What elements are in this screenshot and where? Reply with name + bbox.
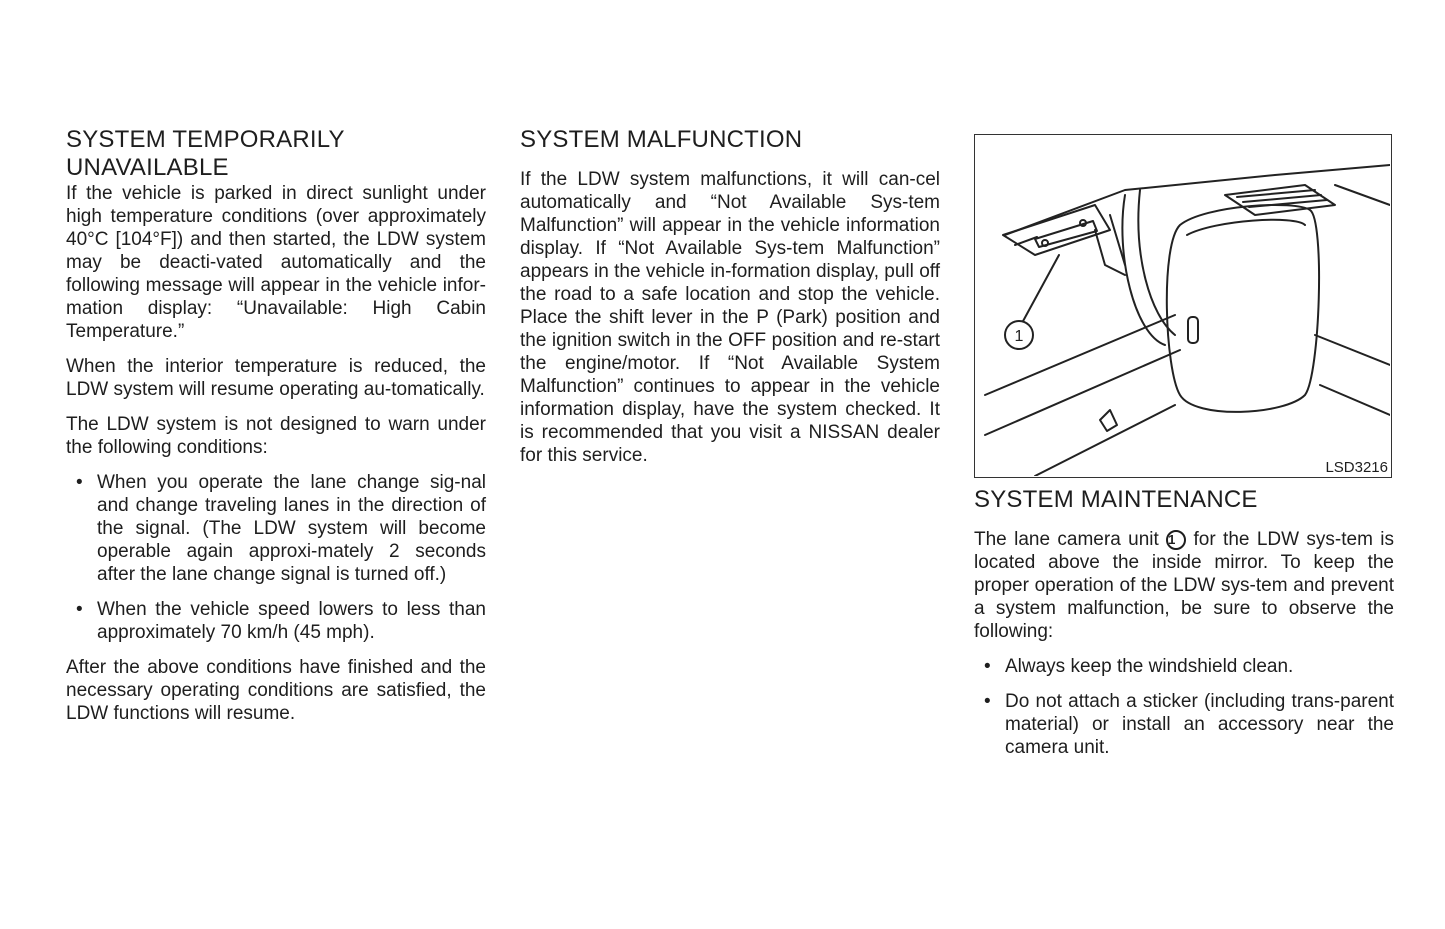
list-item: [66, 598, 486, 644]
column-left: [66, 126, 486, 725]
paragraph-camera-location: [974, 528, 1394, 643]
figure-code: LSD3216: [1325, 459, 1388, 476]
camera-unit-figure: [974, 134, 1392, 478]
heading-system-maintenance: SYSTEM MAINTENANCE: [974, 486, 1258, 513]
callout-1-icon: 1: [1166, 530, 1186, 550]
list-item: [974, 655, 1394, 678]
heading-line-1: SYSTEM TEMPORARILY: [66, 126, 345, 153]
bullet-icon: •: [984, 691, 991, 712]
list-item-text: When you operate the lane change sig-nal and change traveling lanes in the direction of the signal. (The LDW system will become operable again approxi-mately 2 seconds after the lane change signal is turned off.): [97, 472, 486, 585]
paragraph-functions-resume: After the above conditions have finished and the necessary operating conditions are satisfied, the LDW functions will resume.: [66, 657, 486, 724]
list-item-text: When the vehicle speed lowers to less than approximately 70 km/h (45 mph).: [97, 599, 486, 643]
bullet-icon: •: [984, 656, 991, 677]
list-item-text: Do not attach a sticker (including trans-parent material) or install an accessory near the camera unit.: [1005, 691, 1394, 758]
paragraph-malfunction: If the LDW system malfunctions, it will can-cel automatically and “Not Available Sys-tem Malfunction” will appear in the vehicle information display. If “Not Available Sys-tem Malfunction” appears in the vehicle in-formation display, pull off the road to a safe location and stop the vehicle. Place the shift lever in the P (Park) position and the ignition switch in the OFF position and re-start the engine/motor. If “Not Available System Malfunction” continues to appear in the vehicle information display, have the system checked. It is recommended that you visit a NISSAN dealer for this service.: [520, 169, 940, 466]
column-middle: [520, 126, 940, 467]
list-item: [66, 471, 486, 586]
maintenance-list: [974, 655, 1394, 759]
bullet-icon: •: [76, 472, 83, 493]
paragraph-resume: When the interior temperature is reduced, the LDW system will resume operating au-tomatically.: [66, 356, 486, 400]
paragraph-text-after: for the LDW sys-tem is located above the inside mirror. To keep the proper operation of the LDW sys-tem and prevent a system malfunction, be sure to observe the following:: [974, 529, 1395, 642]
heading-line-2: UNAVAILABLE: [66, 154, 229, 181]
paragraph-not-designed: The LDW system is not designed to warn under the following conditions:: [66, 414, 486, 458]
heading-system-malfunction: SYSTEM MALFUNCTION: [520, 126, 803, 153]
list-item-text: Always keep the windshield clean.: [1005, 656, 1294, 677]
paragraph-text-before: The lane camera unit: [974, 529, 1167, 550]
camera-mirror-illustration: [975, 135, 1390, 476]
column-right: [974, 126, 1394, 771]
heading-system-temporarily-unavailable: [66, 126, 486, 182]
callout-number: 1: [1014, 328, 1024, 345]
bullet-icon: •: [76, 599, 83, 620]
paragraph-high-temperature: If the vehicle is parked in direct sunlight under high temperature conditions (over approximately 40°C [104°F]) and then started, the LDW system may be deacti-vated automatically and the following message will appear in the vehicle infor-mation display: “Unavailable: High Cabin Temperature.”: [66, 183, 486, 342]
conditions-list: [66, 471, 486, 644]
list-item: [974, 690, 1394, 759]
